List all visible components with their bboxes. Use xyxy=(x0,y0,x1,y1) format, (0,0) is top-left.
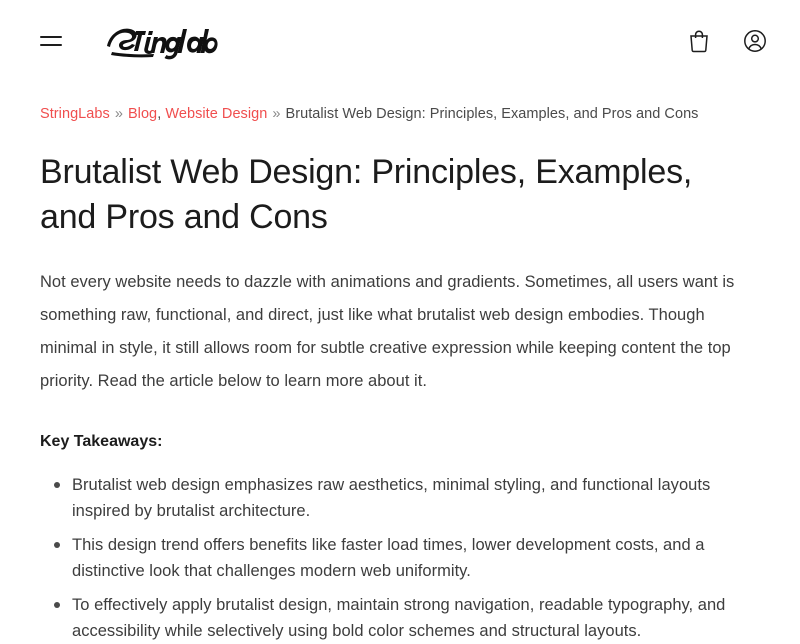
breadcrumb-link-home[interactable]: StringLabs xyxy=(40,106,110,122)
site-header xyxy=(0,0,800,82)
list-item: This design trend offers benefits like faster load times, lower development costs, and a distinctive look that challenges modern web uniformity. xyxy=(62,532,760,584)
breadcrumb xyxy=(0,82,800,124)
key-takeaways-heading: Key Takeaways: xyxy=(40,433,163,450)
breadcrumb-separator: » xyxy=(114,106,123,122)
site-logo[interactable] xyxy=(106,18,224,64)
user-account-icon[interactable] xyxy=(742,28,768,54)
list-item: To effectively apply brutalist design, maintain strong navigation, readable typography, and accessibility while selectively using bold color schemes and structural layouts. xyxy=(62,592,760,644)
list-item: Brutalist web design emphasizes raw aesthetics, minimal styling, and functional layouts inspired by brutalist architecture. xyxy=(62,472,760,524)
article-intro-paragraph: Not every website needs to dazzle with animations and gradients. Sometimes, all users want is something raw, functional, and direct, just like what brutalist web design embodies. Though minimal in style, it still allows room for subtle creative expression while keeping content the top priority. Read the article below to learn more about it. xyxy=(40,273,735,390)
key-takeaways-list xyxy=(40,472,760,644)
header-actions xyxy=(686,28,768,54)
article-body xyxy=(0,150,800,644)
hamburger-menu-icon[interactable] xyxy=(40,26,70,56)
breadcrumb-separator: » xyxy=(272,106,281,122)
hamburger-line xyxy=(40,44,62,46)
breadcrumb-comma: , xyxy=(157,106,162,122)
breadcrumb-link-blog[interactable]: Blog xyxy=(127,106,158,122)
hamburger-line xyxy=(40,36,62,38)
shopping-bag-icon[interactable] xyxy=(686,28,712,54)
breadcrumb-link-category[interactable]: Website Design xyxy=(165,106,268,122)
page-title: Brutalist Web Design: Principles, Examples, and Pros and Cons xyxy=(40,153,693,236)
breadcrumb-current: Brutalist Web Design: Principles, Examples, and Pros and Cons xyxy=(285,106,699,122)
